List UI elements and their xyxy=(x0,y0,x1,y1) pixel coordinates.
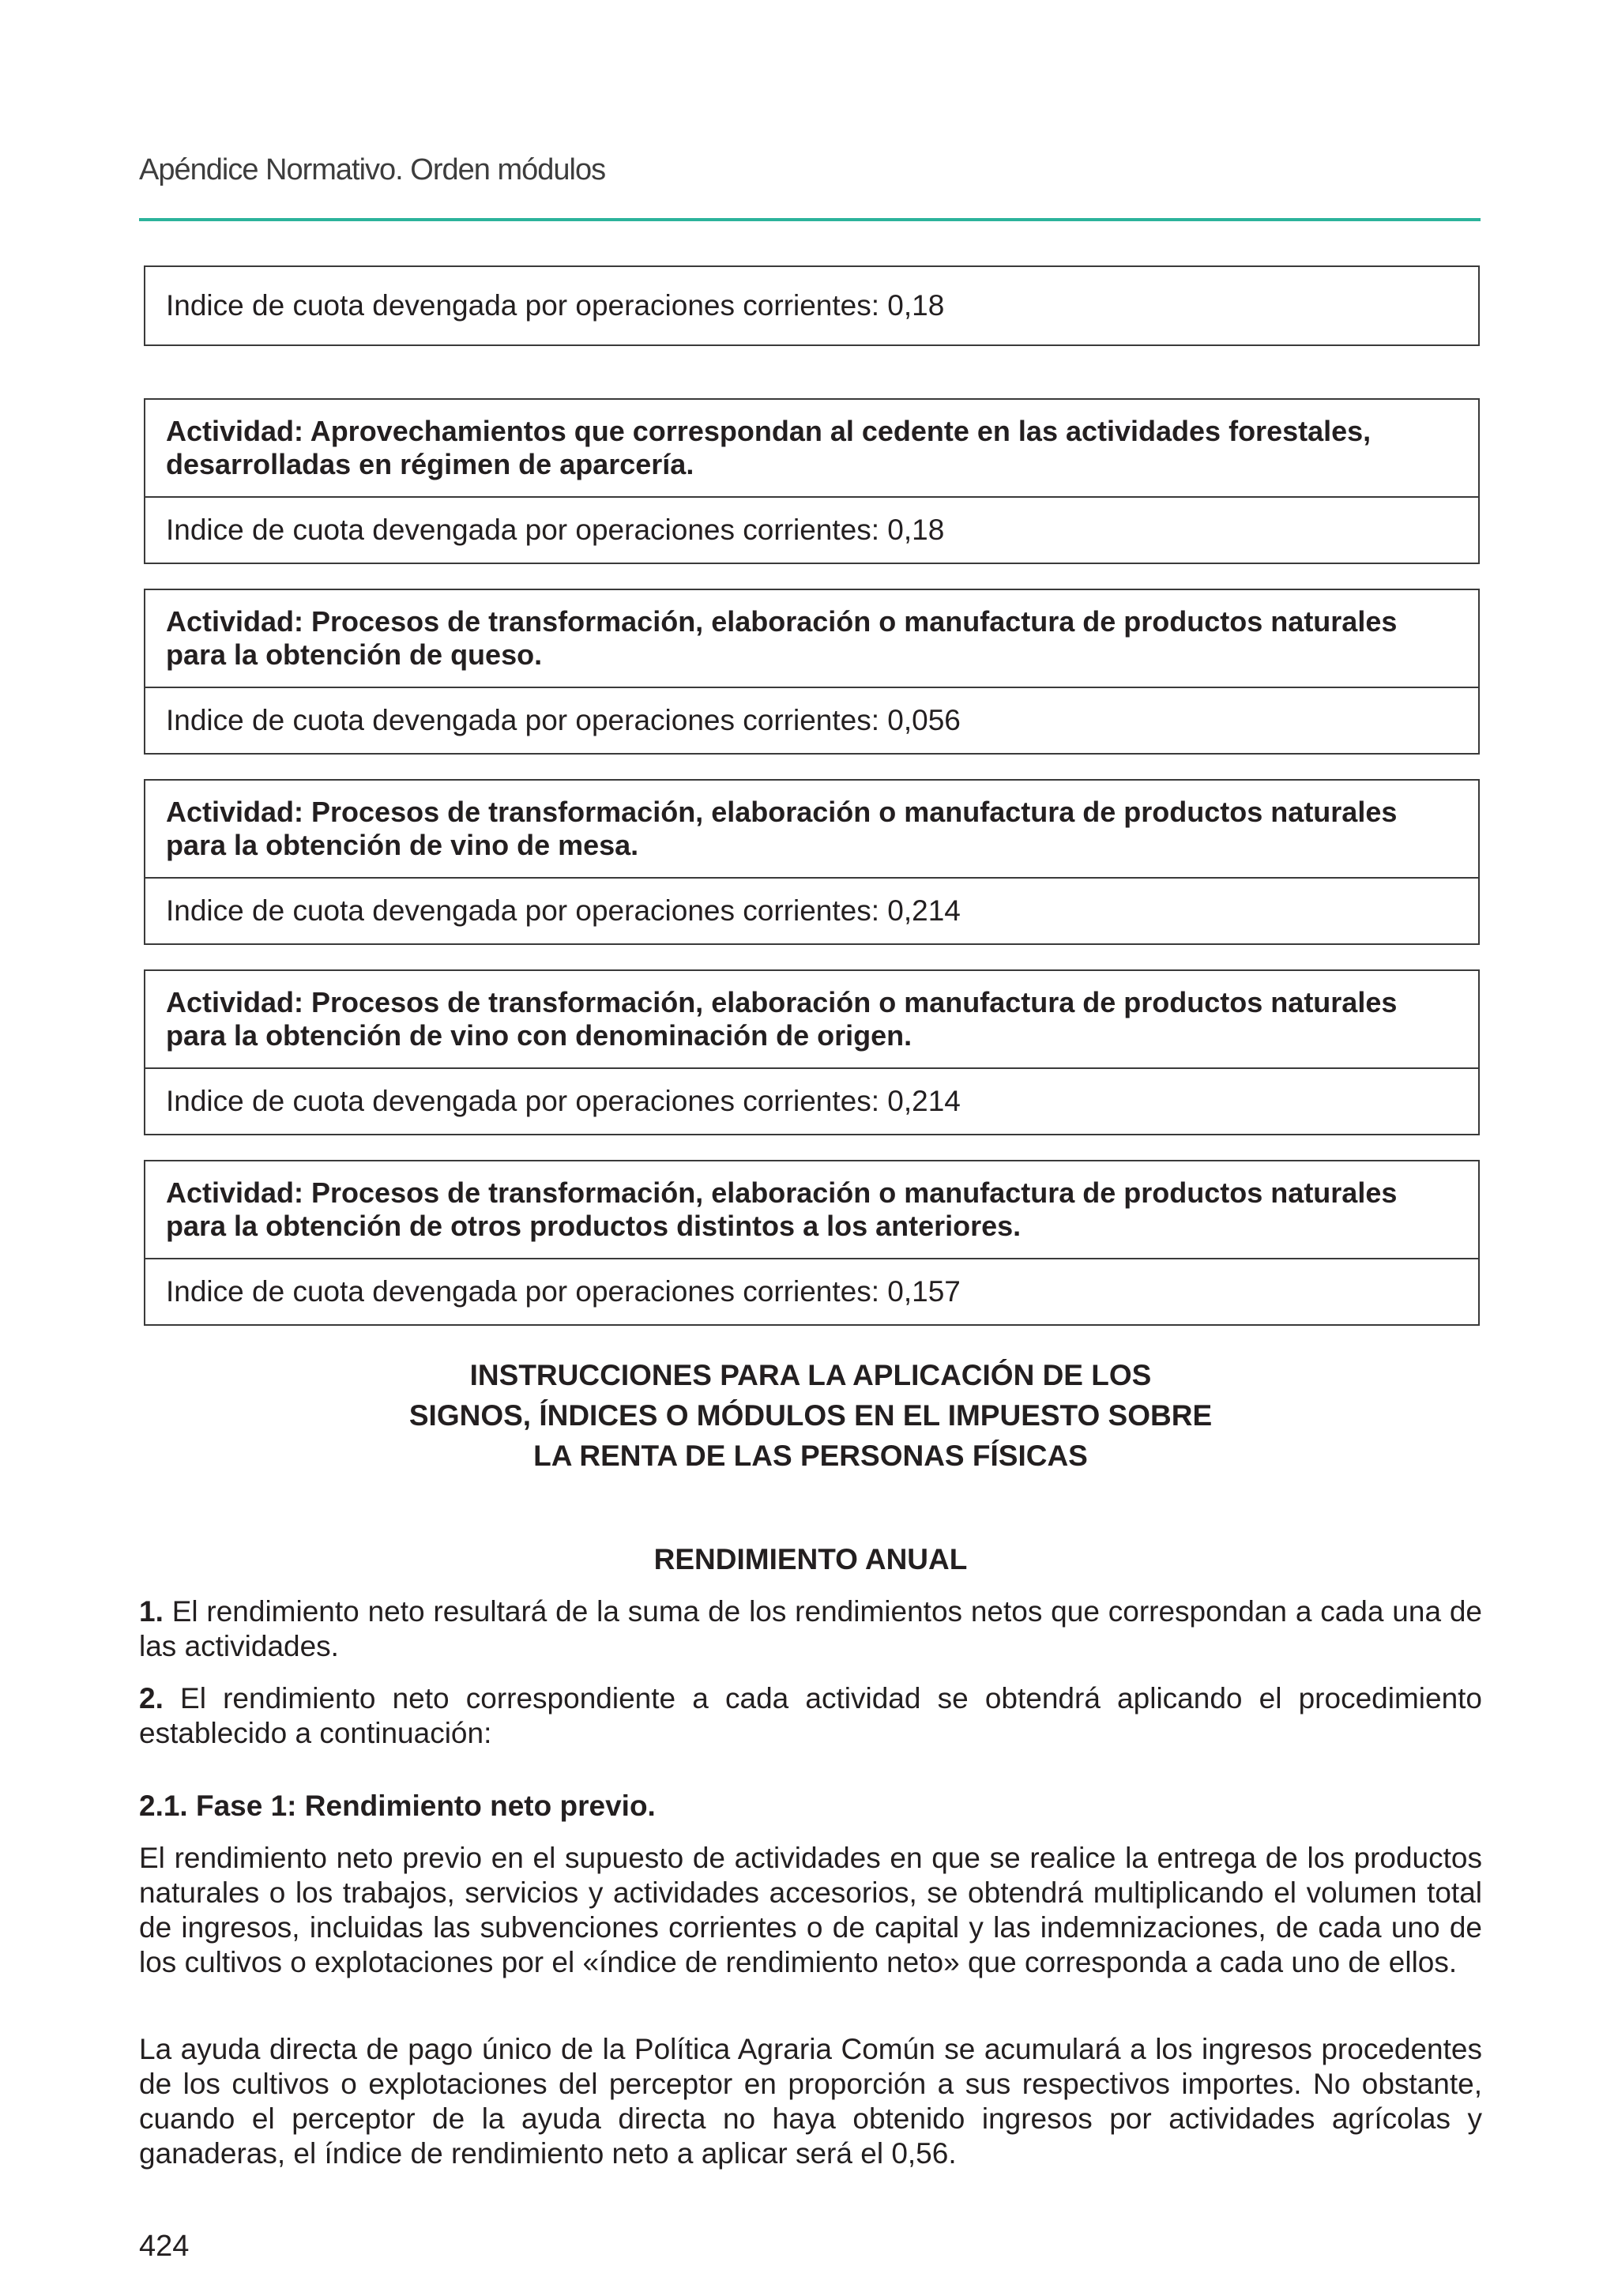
header-rule xyxy=(139,218,1481,221)
paragraph-number: 2. xyxy=(139,1682,164,1714)
activity-title: Actividad: Procesos de transformación, elaboración o manufactura de productos naturales para la obtención de vino con denominación de origen. xyxy=(145,971,1478,1069)
instructions-title xyxy=(139,1355,1482,1476)
activity-box xyxy=(144,969,1480,1135)
index-value: Indice de cuota devengada por operaciones corrientes: 0,157 xyxy=(166,1275,961,1308)
activity-box xyxy=(144,589,1480,755)
paragraph-1 xyxy=(139,1594,1482,1664)
paragraph-4: La ayuda directa de pago único de la Política Agraria Común se acumulará a los ingresos procedentes de los cultivos o explotaciones del perceptor en proporción a sus respectivos importes. No obstante, cuando el perceptor de la ayuda directa no haya obtenido ingresos por actividades agrícolas y ganaderas, el índice de rendimiento neto a aplicar será el 0,56. xyxy=(139,2033,1482,2170)
paragraph-3: El rendimiento neto previo en el supuesto de actividades en que se realice la entrega de los productos naturales o los trabajos, servicios y actividades accesorios, se obtendrá multiplicando el volumen total de ingresos, incluidas las subvenciones corrientes o de capital y las indemnizaciones, de cada uno de los cultivos o explotaciones por el «índice de rendimiento neto» que corresponda a cada uno de ellos. xyxy=(139,1842,1482,1978)
activity-box xyxy=(144,779,1480,945)
page-number: 424 xyxy=(139,2230,190,2263)
index-box xyxy=(144,265,1480,346)
running-head: Apéndice Normativo. Orden módulos xyxy=(139,153,606,186)
instructions-title-line: INSTRUCCIONES PARA LA APLICACIÓN DE LOS xyxy=(469,1359,1152,1391)
activity-title: Actividad: Procesos de transformación, elaboración o manufactura de productos naturales para la obtención de otros productos distintos a los anteriores. xyxy=(145,1161,1478,1259)
instructions-title-line: SIGNOS, ÍNDICES O MÓDULOS EN EL IMPUESTO SOBRE xyxy=(408,1399,1213,1432)
index-value: Indice de cuota devengada por operaciones corrientes: 0,214 xyxy=(166,894,961,927)
paragraph-number: 1. xyxy=(139,1595,164,1628)
index-value: Indice de cuota devengada por operaciones corrientes: 0,214 xyxy=(166,1085,961,1117)
phase-heading: 2.1. Fase 1: Rendimiento neto previo. xyxy=(139,1790,656,1822)
index-value: Indice de cuota devengada por operaciones corrientes: 0,18 xyxy=(166,514,945,546)
index-value: Indice de cuota devengada por operaciones corrientes: 0,056 xyxy=(166,704,961,736)
paragraph-text: El rendimiento neto resultará de la suma de los rendimientos netos que correspondan a cada una de las actividades. xyxy=(139,1595,1482,1662)
paragraph-2 xyxy=(139,1681,1482,1751)
instructions-title-line: LA RENTA DE LAS PERSONAS FÍSICAS xyxy=(533,1440,1088,1472)
activity-title: Actividad: Aprovechamientos que correspondan al cedente en las actividades forestales, desarrolladas en régimen de aparcería. xyxy=(145,400,1478,498)
section-subtitle: RENDIMIENTO ANUAL xyxy=(653,1543,968,1575)
index-value: Indice de cuota devengada por operaciones corrientes: 0,18 xyxy=(166,289,945,322)
paragraph-text: El rendimiento neto correspondiente a cada actividad se obtendrá aplicando el procedimiento establecido a continuación: xyxy=(139,1682,1482,1749)
activity-box xyxy=(144,1160,1480,1326)
activity-box xyxy=(144,398,1480,564)
activity-title: Actividad: Procesos de transformación, elaboración o manufactura de productos naturales para la obtención de vino de mesa. xyxy=(145,781,1478,879)
activity-title: Actividad: Procesos de transformación, elaboración o manufactura de productos naturales para la obtención de queso. xyxy=(145,590,1478,688)
